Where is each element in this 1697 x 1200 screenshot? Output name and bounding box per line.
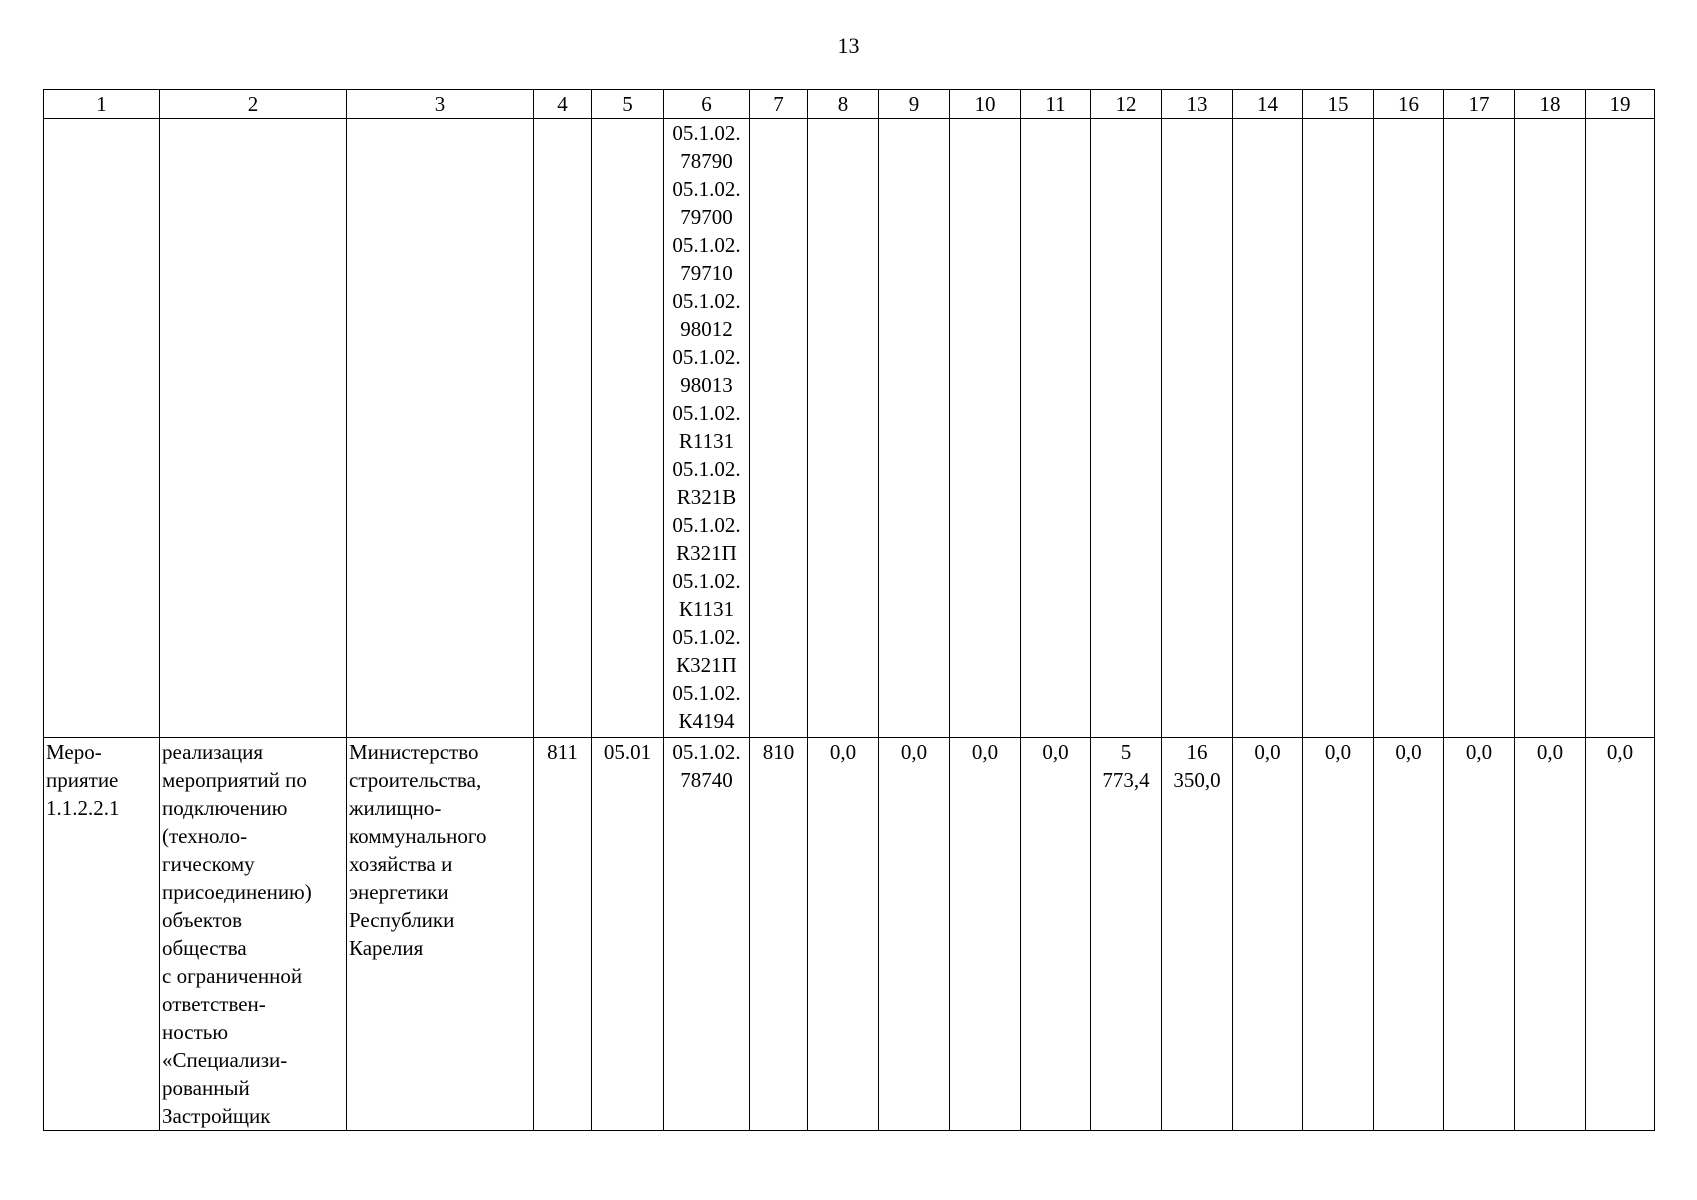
code-line: 05.1.02.: [672, 681, 741, 705]
code-line: R1131: [678, 429, 735, 453]
code-line: 05.1.02.: [672, 569, 741, 593]
column-header-18: 18: [1515, 90, 1586, 119]
value-line: 5: [1120, 740, 1132, 764]
code-line: 05.1.02.: [672, 233, 741, 257]
executor-line: коммунального: [349, 824, 487, 848]
code-line: 79700: [680, 205, 733, 229]
cell-empty: [879, 119, 950, 738]
column-header-9: 9: [879, 90, 950, 119]
activity-name-cell: [44, 738, 160, 1131]
cell-empty: [1515, 119, 1586, 738]
code-line: 05.1.02.: [672, 401, 741, 425]
cell-empty: [1162, 119, 1233, 738]
column-header-12: 12: [1091, 90, 1162, 119]
description-line: объектов: [162, 908, 243, 932]
executor-line: хозяйства и: [349, 852, 453, 876]
code-line: К4194: [678, 709, 735, 733]
cell-col15: 0,0: [1303, 738, 1374, 1131]
executor-line: Республики: [349, 908, 455, 932]
cell-col6: [664, 738, 750, 1131]
cell-col18: 0,0: [1515, 738, 1586, 1131]
executor-line: Карелия: [349, 936, 424, 960]
executor-line: энергетики: [349, 880, 449, 904]
cell-empty: [1444, 119, 1515, 738]
description-line: подключению: [162, 796, 288, 820]
description-line: ностью: [162, 1020, 229, 1044]
cell-empty: [534, 119, 592, 738]
cell-empty: [1303, 119, 1374, 738]
cell-empty: [750, 119, 808, 738]
code-line: К1131: [678, 597, 735, 621]
cell-col4: 811: [534, 738, 592, 1131]
code-line: 05.1.02.: [672, 625, 741, 649]
cell-col8: 0,0: [808, 738, 879, 1131]
continued-row: [44, 119, 1655, 738]
cell-col10: 0,0: [950, 738, 1021, 1131]
description-line: присоединению): [162, 880, 312, 904]
column-header-14: 14: [1233, 90, 1303, 119]
cell-col17: 0,0: [1444, 738, 1515, 1131]
cell-empty: [160, 119, 347, 738]
cell-col5: 05.01: [592, 738, 664, 1131]
cell-col9: 0,0: [879, 738, 950, 1131]
column-header-19: 19: [1586, 90, 1655, 119]
cell-col12: [1091, 738, 1162, 1131]
cell-col19: 0,0: [1586, 738, 1655, 1131]
column-header-16: 16: [1374, 90, 1444, 119]
cell-empty: [1091, 119, 1162, 738]
description-line: «Специализи-: [162, 1048, 288, 1072]
executor-line: Министерство: [349, 740, 479, 764]
column-header-10: 10: [950, 90, 1021, 119]
code-line: 05.1.02.: [672, 121, 741, 145]
column-header-2: 2: [160, 90, 347, 119]
code-line: R321П: [676, 541, 737, 565]
code-line: 05.1.02.: [672, 345, 741, 369]
cell-col16: 0,0: [1374, 738, 1444, 1131]
description-line: с ограниченной: [162, 964, 303, 988]
cell-empty: [1374, 119, 1444, 738]
activity-name-line: приятие: [46, 768, 119, 792]
cell-empty: [592, 119, 664, 738]
value-line: 773,4: [1102, 768, 1150, 792]
cell-col11: 0,0: [1021, 738, 1091, 1131]
column-header-7: 7: [750, 90, 808, 119]
cell-empty: [44, 119, 160, 738]
description-line: гическому: [162, 852, 255, 876]
column-header-1: 1: [44, 90, 160, 119]
code-line: 78790: [680, 149, 733, 173]
description-line: реализация: [162, 740, 264, 764]
description-line: общества: [162, 936, 247, 960]
code-line: 78740: [680, 768, 733, 792]
cell-empty: [1233, 119, 1303, 738]
cell-col14: 0,0: [1233, 738, 1303, 1131]
value-line: 16: [1186, 740, 1208, 764]
cell-empty: [347, 119, 534, 738]
code-line: 98013: [680, 373, 733, 397]
executor-line: строительства,: [349, 768, 482, 792]
cell-col13: [1162, 738, 1233, 1131]
column-header-3: 3: [347, 90, 534, 119]
page-number: 13: [837, 33, 860, 58]
description-line: рованный: [162, 1076, 250, 1100]
code-line: К321П: [676, 653, 737, 677]
cell-empty: [1021, 119, 1091, 738]
code-line: 05.1.02.: [672, 740, 741, 764]
code-line: 05.1.02.: [672, 177, 741, 201]
code-line: 05.1.02.: [672, 289, 741, 313]
column-header-17: 17: [1444, 90, 1515, 119]
description-line: (техноло-: [162, 824, 248, 848]
description-line: Застройщик: [162, 1104, 271, 1128]
cell-empty: [1586, 119, 1655, 738]
table-row: [44, 738, 1655, 1131]
budget-table: [43, 89, 1655, 1131]
activity-name-line: 1.1.2.2.1: [46, 796, 120, 820]
column-header-11: 11: [1021, 90, 1091, 119]
code-line: R321В: [676, 485, 737, 509]
code-line: 79710: [680, 261, 733, 285]
cell-col7: 810: [750, 738, 808, 1131]
column-number-row: [44, 90, 1655, 119]
executor-cell: [347, 738, 534, 1131]
column-header-4: 4: [534, 90, 592, 119]
executor-line: жилищно-: [349, 796, 442, 820]
column-header-6: 6: [664, 90, 750, 119]
description-line: ответствен-: [162, 992, 266, 1016]
cell-empty: [808, 119, 879, 738]
value-line: 350,0: [1173, 768, 1221, 792]
activity-description-cell: [160, 738, 347, 1131]
code-line: 05.1.02.: [672, 513, 741, 537]
cell-empty: [950, 119, 1021, 738]
column-header-5: 5: [592, 90, 664, 119]
column-header-15: 15: [1303, 90, 1374, 119]
code-line: 05.1.02.: [672, 457, 741, 481]
code-line: 98012: [680, 317, 733, 341]
continued-codes-cell: [664, 119, 750, 738]
column-header-13: 13: [1162, 90, 1233, 119]
activity-name-line: Меро-: [46, 740, 102, 764]
column-header-8: 8: [808, 90, 879, 119]
description-line: мероприятий по: [162, 768, 307, 792]
